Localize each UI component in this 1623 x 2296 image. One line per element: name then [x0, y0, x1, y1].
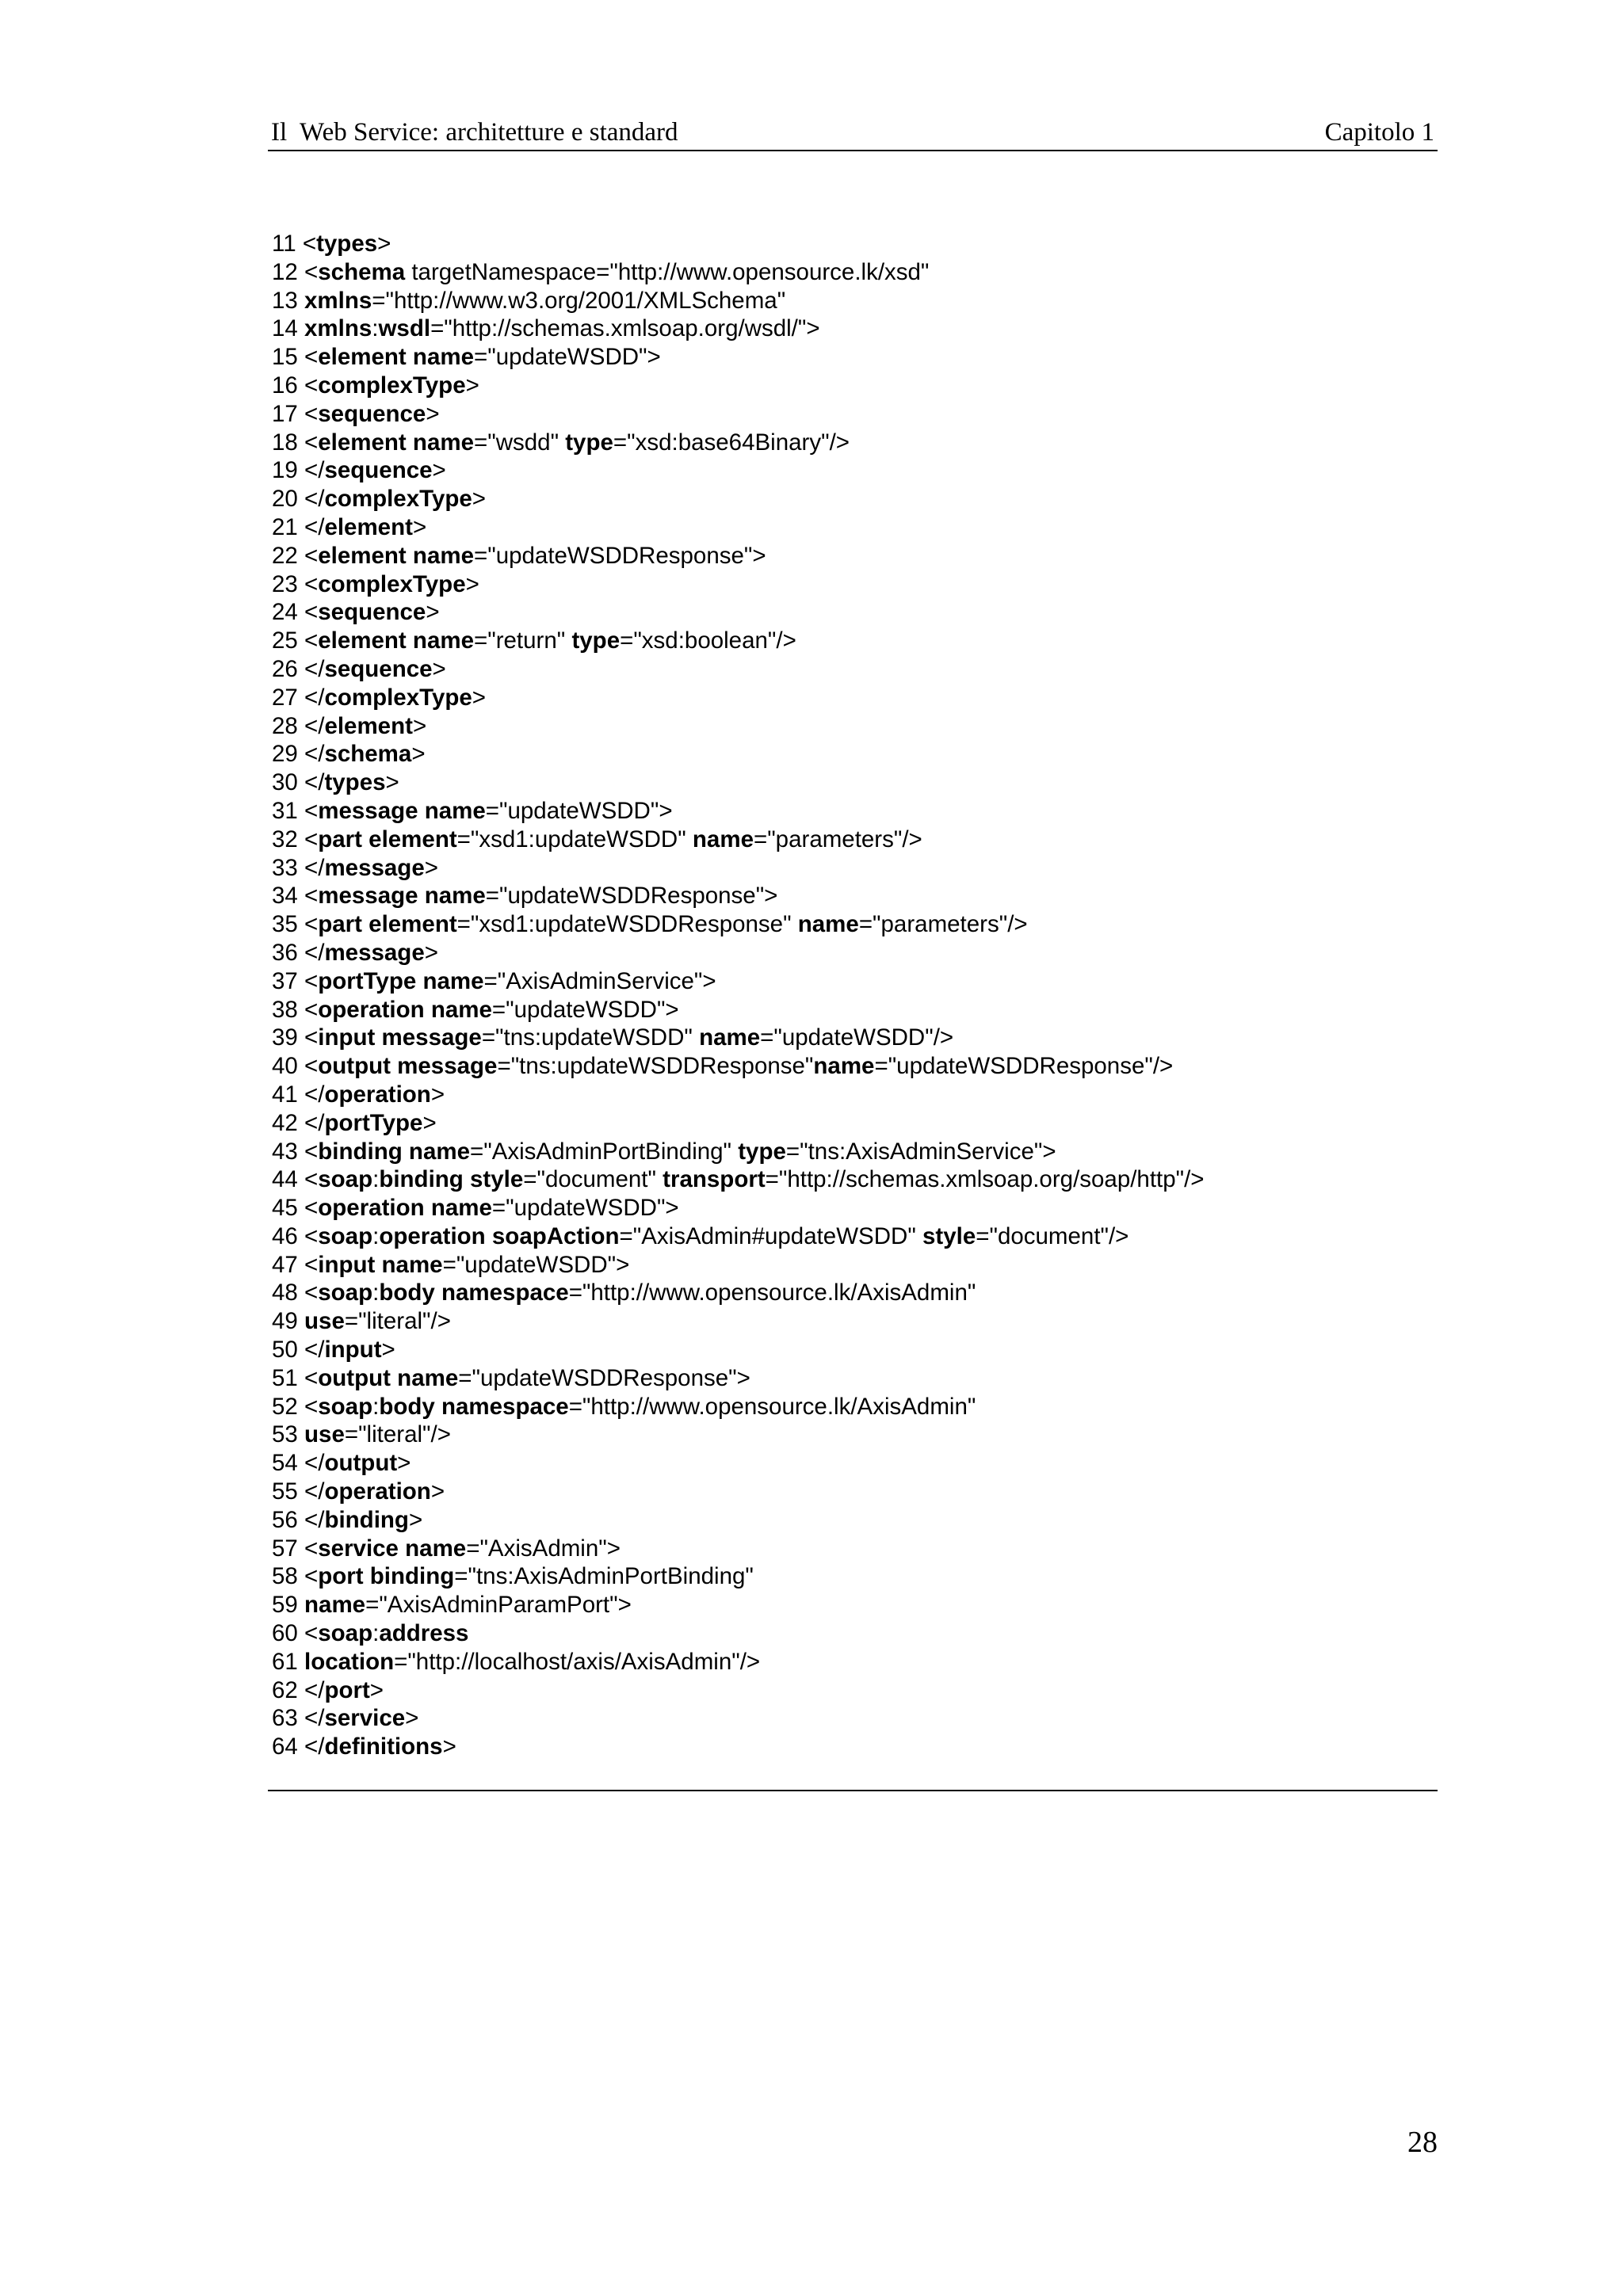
code-keyword: input message [318, 1024, 482, 1051]
code-keyword: xmlns [304, 287, 372, 314]
code-text: : [372, 315, 379, 342]
code-text: ="http://www.opensource.lk/AxisAdmin" [568, 1393, 976, 1420]
code-line [272, 343, 1429, 372]
code-keyword: name [699, 1024, 761, 1051]
header-rule [268, 150, 1438, 151]
code-text: ="http://schemas.xmlsoap.org/wsdl/"> [430, 315, 820, 342]
code-text: 51 < [272, 1364, 319, 1391]
code-text: 26 </ [272, 655, 325, 682]
code-line [272, 797, 1429, 826]
code-keyword: use [304, 1308, 345, 1335]
code-keyword: sequence [324, 655, 433, 682]
code-text: 37 < [272, 967, 319, 994]
code-text: 36 </ [272, 939, 325, 966]
code-keyword: name [813, 1053, 875, 1080]
code-text: ="wsdd" [474, 429, 566, 456]
page-header [268, 113, 1438, 151]
code-text: > [405, 1705, 419, 1732]
code-line [272, 769, 1429, 797]
code-line [272, 258, 1429, 287]
code-keyword: type [738, 1138, 786, 1165]
code-keyword: portType name [318, 967, 484, 994]
code-keyword: portType [324, 1109, 423, 1136]
code-text: > [381, 1337, 395, 1363]
code-text: : [372, 1280, 380, 1306]
code-text: > [412, 712, 427, 739]
code-keyword: transport [663, 1166, 766, 1193]
code-text: > [369, 1676, 384, 1703]
code-text: ="updateWSDDResponse"> [485, 883, 778, 910]
code-keyword: complexType [318, 570, 466, 597]
code-line [272, 996, 1429, 1024]
code-keyword: element [324, 513, 413, 540]
code-text: 42 </ [272, 1109, 325, 1136]
code-text: > [426, 599, 440, 626]
code-line [272, 1506, 1429, 1535]
code-text: > [385, 769, 399, 796]
code-text: ="updateWSDD"> [485, 797, 673, 824]
code-text: > [412, 513, 427, 540]
code-text: 11 < [272, 231, 317, 257]
code-line [272, 542, 1429, 570]
code-text: 52 < [272, 1393, 319, 1420]
code-text: > [422, 1109, 437, 1136]
code-text: 20 </ [272, 486, 325, 513]
code-text: : [372, 1222, 380, 1249]
code-text: 34 < [272, 883, 319, 910]
header-title: Il Web Service: architetture e standard [271, 118, 678, 147]
code-keyword: port binding [318, 1563, 455, 1590]
code-text: > [430, 1081, 445, 1108]
code-text: 54 </ [272, 1450, 325, 1477]
code-text: > [432, 457, 446, 484]
code-keyword: binding style [379, 1166, 524, 1193]
code-text: ="tns:updateWSDD" [481, 1024, 700, 1051]
code-text: 57 < [272, 1535, 319, 1562]
code-keyword: definitions [324, 1733, 443, 1760]
code-text: 61 [272, 1648, 305, 1675]
code-keyword: soap [318, 1393, 373, 1420]
code-keyword: name [797, 911, 859, 938]
code-keyword: style [922, 1222, 976, 1249]
bottom-rule [268, 1790, 1438, 1791]
code-line [272, 1109, 1429, 1138]
code-text: 33 </ [272, 854, 325, 881]
code-line [272, 1478, 1429, 1506]
code-keyword: schema [324, 741, 412, 768]
code-keyword: message name [318, 883, 486, 910]
code-keyword: message name [318, 797, 486, 824]
code-keyword: sequence [318, 400, 426, 427]
code-keyword: types [324, 769, 386, 796]
code-line [272, 315, 1429, 343]
page-number: 28 [1407, 2126, 1438, 2159]
code-keyword: part element [318, 826, 457, 852]
code-keyword: input name [318, 1251, 443, 1278]
code-keyword: type [565, 429, 613, 456]
code-keyword: service [324, 1705, 406, 1732]
code-text: 53 [272, 1421, 305, 1448]
header-chapter: Capitolo 1 [1324, 118, 1434, 147]
code-text: 49 [272, 1308, 305, 1335]
code-text: 14 [272, 315, 305, 342]
code-text: 18 < [272, 429, 319, 456]
code-text: 59 [272, 1592, 305, 1619]
code-text: ="document"/> [976, 1222, 1129, 1249]
code-text: ="AxisAdminPortBinding" [470, 1138, 739, 1165]
code-line [272, 287, 1429, 315]
code-text: 22 < [272, 542, 319, 569]
code-text: ="parameters"/> [753, 826, 922, 852]
code-keyword: operation name [318, 996, 492, 1023]
code-keyword: sequence [318, 599, 426, 626]
code-keyword: soap [318, 1620, 373, 1647]
code-line [272, 1194, 1429, 1222]
code-text: > [472, 486, 487, 513]
code-text: > [472, 684, 487, 711]
code-line [272, 1251, 1429, 1280]
code-text: 60 < [272, 1620, 319, 1647]
code-text: 39 < [272, 1024, 319, 1051]
code-text: ="updateWSDDResponse"/> [874, 1053, 1174, 1080]
code-line [272, 655, 1429, 684]
code-keyword: complexType [324, 684, 472, 711]
code-text: 56 </ [272, 1506, 325, 1533]
code-text: 19 </ [272, 457, 325, 484]
code-keyword: xmlns [304, 315, 372, 342]
code-text: ="updateWSDD"> [491, 996, 679, 1023]
code-text: ="xsd:boolean"/> [620, 627, 796, 654]
code-keyword: message [324, 854, 425, 881]
code-line [272, 1165, 1429, 1194]
code-text: 41 </ [272, 1081, 325, 1108]
code-text: ="AxisAdmin#updateWSDD" [619, 1222, 923, 1249]
code-line [272, 740, 1429, 769]
code-keyword: element [324, 712, 413, 739]
code-text: ="updateWSDD"> [442, 1251, 630, 1278]
code-keyword: message [324, 939, 425, 966]
code-text: 38 < [272, 996, 319, 1023]
code-keyword: service name [318, 1535, 467, 1562]
code-text: > [426, 400, 440, 427]
code-line [272, 1449, 1429, 1478]
code-keyword: input [324, 1337, 382, 1363]
code-line [272, 485, 1429, 513]
code-text: ="http://www.opensource.lk/AxisAdmin" [568, 1280, 976, 1306]
code-keyword: element name [318, 627, 474, 654]
code-text: > [465, 570, 479, 597]
code-text: 29 </ [272, 741, 325, 768]
code-line [272, 854, 1429, 883]
code-text: 12 < [272, 258, 319, 285]
code-text: ="http://schemas.xmlsoap.org/soap/http"/> [765, 1166, 1205, 1193]
code-keyword: operation soapAction [379, 1222, 620, 1249]
code-text: ="updateWSDDResponse"> [474, 542, 766, 569]
code-keyword: wsdl [378, 315, 431, 342]
code-line [272, 1222, 1429, 1251]
code-line [272, 400, 1429, 429]
code-line [272, 826, 1429, 854]
code-listing [272, 230, 1429, 1761]
code-text: ="tns:updateWSDDResponse" [497, 1053, 814, 1080]
code-line [272, 1535, 1429, 1563]
code-text: 23 < [272, 570, 319, 597]
code-line [272, 513, 1429, 542]
code-text: 35 < [272, 911, 319, 938]
code-line [272, 1052, 1429, 1081]
code-line [272, 429, 1429, 457]
code-keyword: body namespace [379, 1280, 569, 1306]
code-keyword: address [379, 1620, 469, 1647]
code-text: 27 </ [272, 684, 325, 711]
code-text: 48 < [272, 1280, 319, 1306]
code-text: 55 </ [272, 1478, 325, 1505]
code-text: 32 < [272, 826, 319, 852]
code-line [272, 1279, 1429, 1307]
code-keyword: schema [318, 258, 406, 285]
code-line [272, 598, 1429, 627]
code-text: 13 [272, 287, 305, 314]
code-text: : [372, 1166, 380, 1193]
code-text: ="updateWSDDResponse"> [458, 1364, 750, 1391]
code-keyword: soap [318, 1222, 373, 1249]
code-keyword: operation name [318, 1195, 492, 1222]
code-line [272, 1619, 1429, 1648]
code-keyword: port [324, 1676, 370, 1703]
code-line [272, 1307, 1429, 1336]
code-line [272, 967, 1429, 996]
code-text: 15 < [272, 344, 319, 371]
code-text: > [442, 1733, 456, 1760]
code-text: ="tns:AxisAdminService"> [785, 1138, 1056, 1165]
code-text: ="literal"/> [344, 1421, 451, 1448]
code-keyword: name [304, 1592, 366, 1619]
code-text: ="document" [523, 1166, 663, 1193]
code-text: 30 </ [272, 769, 325, 796]
code-text: 62 </ [272, 1676, 325, 1703]
code-line [272, 1421, 1429, 1449]
code-line [272, 1676, 1429, 1705]
code-keyword: output name [318, 1364, 459, 1391]
code-keyword: use [304, 1421, 345, 1448]
code-line [272, 1591, 1429, 1619]
code-keyword: body namespace [379, 1393, 569, 1420]
code-keyword: types [316, 231, 378, 257]
code-text: 40 < [272, 1053, 319, 1080]
code-text: 28 </ [272, 712, 325, 739]
code-line [272, 570, 1429, 599]
code-text: ="xsd1:updateWSDD" [456, 826, 693, 852]
code-keyword: name [692, 826, 754, 852]
code-keyword: complexType [318, 372, 466, 399]
code-line [272, 230, 1429, 258]
code-keyword: location [304, 1648, 395, 1675]
code-keyword: binding name [318, 1138, 470, 1165]
code-keyword: output [324, 1450, 398, 1477]
code-line [272, 627, 1429, 655]
code-keyword: part element [318, 911, 457, 938]
code-text: ="tns:AxisAdminPortBinding" [454, 1563, 754, 1590]
code-text: 63 </ [272, 1705, 325, 1732]
code-keyword: element name [318, 429, 474, 456]
code-text: 17 < [272, 400, 319, 427]
code-text: ="AxisAdmin"> [466, 1535, 621, 1562]
code-keyword: output message [318, 1053, 498, 1080]
code-line [272, 684, 1429, 712]
code-text: ="AxisAdminParamPort"> [365, 1592, 632, 1619]
code-text: ="http://localhost/axis/AxisAdmin"/> [394, 1648, 761, 1675]
code-text: 16 < [272, 372, 319, 399]
code-line [272, 882, 1429, 910]
code-text: : [372, 1620, 380, 1647]
code-keyword: type [571, 627, 621, 654]
code-keyword: operation [324, 1081, 431, 1108]
code-text: ="parameters"/> [858, 911, 1028, 938]
code-text: 45 < [272, 1195, 319, 1222]
code-text: > [424, 854, 438, 881]
code-line [272, 1024, 1429, 1052]
code-line [272, 1733, 1429, 1761]
code-text: > [424, 939, 438, 966]
code-text: ="updateWSDD"/> [760, 1024, 954, 1051]
code-keyword: complexType [324, 486, 472, 513]
code-text: 47 < [272, 1251, 319, 1278]
code-text: > [411, 741, 426, 768]
code-keyword: element name [318, 542, 474, 569]
code-line [272, 910, 1429, 939]
code-keyword: soap [318, 1166, 373, 1193]
code-line [272, 1081, 1429, 1109]
code-line [272, 1648, 1429, 1676]
code-keyword: sequence [324, 457, 433, 484]
code-text: 24 < [272, 599, 319, 626]
code-text: > [377, 231, 391, 257]
code-keyword: operation [324, 1478, 431, 1505]
code-text: ="xsd:base64Binary"/> [613, 429, 850, 456]
code-line [272, 1704, 1429, 1733]
code-text: > [430, 1478, 445, 1505]
code-text: targetNamespace="http://www.opensource.lk/xsd" [405, 258, 930, 285]
code-text: 50 </ [272, 1337, 325, 1363]
code-line [272, 1562, 1429, 1591]
code-text: ="http://www.w3.org/2001/XMLSchema" [372, 287, 786, 314]
code-line [272, 1336, 1429, 1364]
code-line [272, 456, 1429, 485]
code-text: 46 < [272, 1222, 319, 1249]
code-keyword: element name [318, 344, 474, 371]
code-text: ="updateWSDD"> [474, 344, 661, 371]
code-text: > [408, 1506, 423, 1533]
code-keyword: binding [324, 1506, 409, 1533]
code-text: 21 </ [272, 513, 325, 540]
code-text: 64 </ [272, 1733, 325, 1760]
code-text: > [465, 372, 479, 399]
code-text: ="AxisAdminService"> [483, 967, 716, 994]
code-keyword: soap [318, 1280, 373, 1306]
code-line [272, 1364, 1429, 1393]
code-text: 58 < [272, 1563, 319, 1590]
code-text: ="return" [474, 627, 572, 654]
code-text: ="xsd1:updateWSDDResponse" [456, 911, 798, 938]
code-line [272, 712, 1429, 741]
code-text: ="literal"/> [344, 1308, 451, 1335]
code-text: 31 < [272, 797, 319, 824]
code-text: : [372, 1393, 380, 1420]
code-line [272, 1393, 1429, 1421]
code-text: 43 < [272, 1138, 319, 1165]
code-text: > [397, 1450, 411, 1477]
code-text: 44 < [272, 1166, 319, 1193]
code-text: 25 < [272, 627, 319, 654]
code-text: ="updateWSDD"> [491, 1195, 679, 1222]
code-text: > [432, 655, 446, 682]
code-line [272, 1138, 1429, 1166]
code-line [272, 939, 1429, 967]
code-line [272, 372, 1429, 400]
